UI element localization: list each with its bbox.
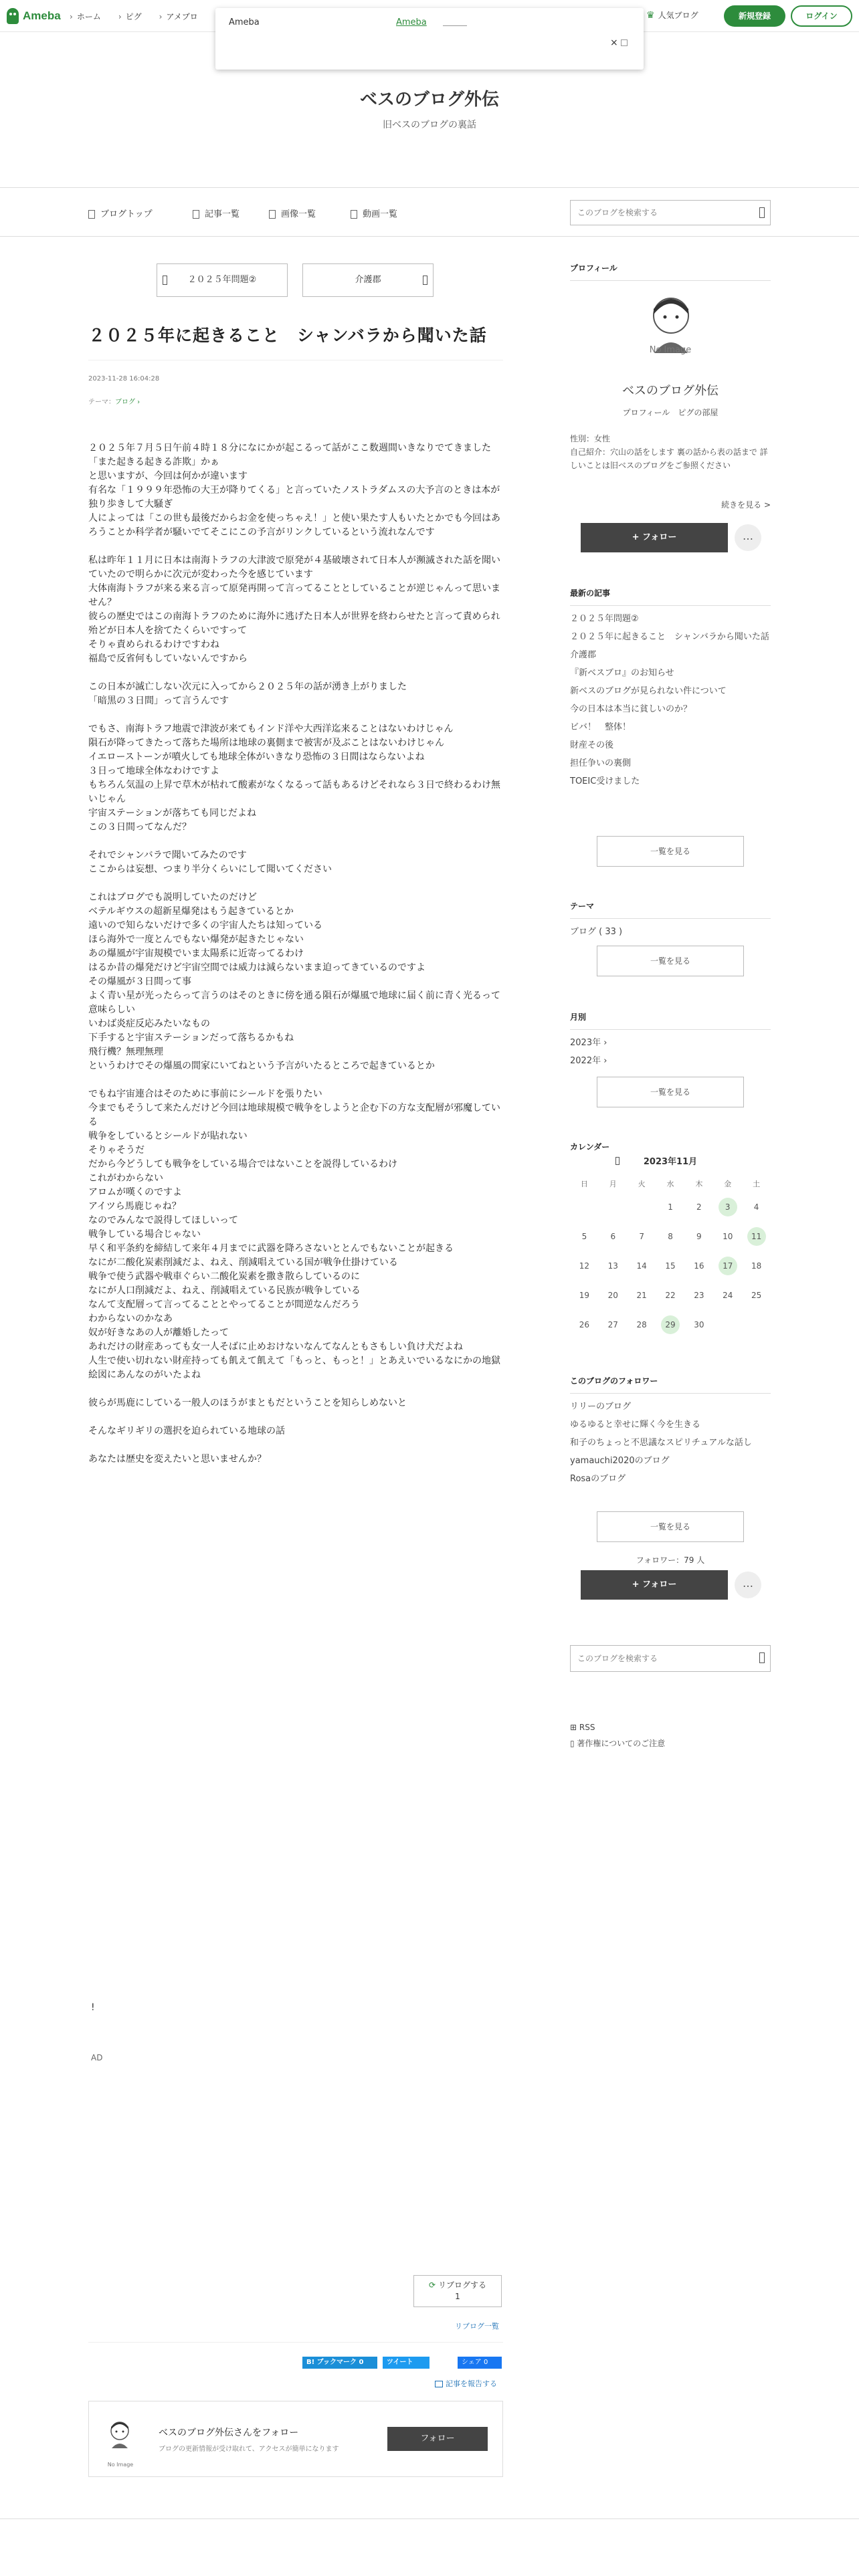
copyright-label: 著作権についてのご注意 <box>577 1739 666 1748</box>
followers-heading: このブログのフォロワー <box>570 1375 771 1394</box>
calendar-week-row <box>570 1315 771 1335</box>
profile-more-icon[interactable]: … <box>735 524 761 551</box>
calendar-day <box>684 1285 713 1305</box>
nav-video-list[interactable] <box>351 207 397 219</box>
recent-item[interactable]: TOEIC受けました <box>570 776 640 786</box>
calendar-day-number: 24 <box>723 1291 733 1300</box>
calendar-title <box>570 1154 771 1167</box>
nav-blog-top-label: ブログトップ <box>100 209 153 219</box>
follower-item[interactable]: 和子のちょっと不思議なスピリチュアルな話し <box>570 1438 752 1448</box>
month-item[interactable] <box>570 1034 771 1052</box>
chevron-left-icon[interactable] <box>615 1157 619 1165</box>
calendar-day-number: 30 <box>694 1320 704 1329</box>
popup-close-button[interactable] <box>610 37 628 48</box>
calendar-week-row <box>570 1285 771 1305</box>
recent-item[interactable]: 今の日本は本当に貧しいのか？ <box>570 704 692 714</box>
rss-label: RSS <box>579 1723 595 1732</box>
calendar-week-row <box>570 1256 771 1276</box>
recent-item[interactable]: 『新ベスブロ』のお知らせ <box>570 668 674 678</box>
profile-name[interactable]: ベスのブログ外伝 <box>622 384 719 398</box>
calendar-month-label: 2023年11月 <box>643 1157 698 1167</box>
calendar-weekdays <box>570 1178 771 1189</box>
calendar-day-number: 1 <box>668 1202 673 1212</box>
calendar-weekday: 月 <box>609 1180 617 1188</box>
calendar-day-number: 8 <box>668 1232 673 1241</box>
calendar-day-number: 2 <box>696 1202 702 1212</box>
blog-search-input[interactable] <box>571 201 738 225</box>
profile-section <box>570 262 771 563</box>
month-item[interactable] <box>570 1052 771 1070</box>
image-icon <box>269 210 276 219</box>
calendar-day <box>684 1197 713 1217</box>
theme-section <box>570 900 771 980</box>
list-icon <box>193 210 199 219</box>
theme-item[interactable]: ブログ ( 33 ) <box>570 927 623 937</box>
calendar-day-number: 12 <box>579 1261 590 1271</box>
calendar-day-number: 11 <box>747 1227 766 1246</box>
popup-link[interactable]: Ameba <box>396 17 427 27</box>
calendar-day <box>713 1285 742 1305</box>
follow-card-title: ベスのブログ外伝さんをフォロー <box>159 2428 299 2438</box>
calendar-day <box>684 1256 713 1276</box>
nav-image-list-label: 画像一覧 <box>281 209 316 219</box>
entry-paragraph: 彼らが馬鹿にしている一般人のほうがまともだということを知らしめないと <box>88 1398 407 1408</box>
entry-paragraph: でもね宇宙連合はそのために事前にシールドを張りたい 今までもそうして来たんだけど今回は地球規模で戦争をしようと企む下の方な支配層が邪魔している 戦争をしているとシールドが貼れない そりゃそうだ だから今どうしても戦争をしている場合ではないことを説得しているわけ これがわからない アロムが嘆くのですよ アイツら馬鹿じゃね？ なのでみんなで説得してほしいって 戦争している場合じゃない 早く和平条約を締結して来年４月までに武器を降ろさないととんでもないことが起きる なにが二酸化炭素削減だよ、ねえ、削減唱えている国が戦争仕掛けている 戦争で使う武器や戦車ぐらい二酸化炭素を撒き散らしているのに なにが人口削減だよ、ねえ、削減唱えている民族が戦争している なんて支配層って言ってることとやってることが間逆なんだろう わからないのかなあ 奴が好きなあの人が離婚したって あれだけの財産あっても女一人そばに止めおけないなんてなんともさもしい負け犬だよね 人生で使い切れない財産持っても飢えて飢えて「もっと、もっと！」とあえいでいるなにかの地獄絵図にあんなのがいたよね <box>88 1089 500 1380</box>
reblog-label: リブログする <box>438 2280 486 2290</box>
entry-paragraph: ２０２５年７月５日午前４時１８分になにかが起こるって話がここ数週間いきなりでてきました 「また起きる起きる詐欺」かぁ と思いますが、今回は何かが違います 有名な「１９９９年恐怖の大王が降りてくる」と言っていたノストラダムスの大予言のときは本が独り歩きして大騒ぎ 人によっては「この世も最後だからお金を使っちゃえ！」と使い果たす人もいたとかでも今回はあろうことか科学者が騒いでてそこにこの予言がリンクしているという流れなんです <box>88 443 500 538</box>
calendar-week-row <box>570 1226 771 1247</box>
entry-paragraph: それでシャンバラで聞いてみたのです ここからは妄想、つまり半分くらいにして聞いてください <box>88 850 332 875</box>
sidebar-search-box <box>570 1645 771 1672</box>
search-icon[interactable] <box>759 207 765 218</box>
calendar-day <box>656 1256 685 1276</box>
entry-theme-label: テーマ： <box>88 399 115 406</box>
nav-entry-list-label: 記事一覧 <box>205 209 240 219</box>
next-entry-label: 介護郡 <box>355 275 381 285</box>
nav-image-list[interactable] <box>269 207 316 219</box>
blog-search-box <box>570 200 771 225</box>
profile-follow-button[interactable]: + フォロー <box>581 523 728 552</box>
calendar-day-number: 4 <box>753 1202 759 1212</box>
copyright-link[interactable] <box>570 1735 771 1751</box>
calendar-weekday: 金 <box>724 1180 732 1188</box>
calendar-day <box>684 1226 713 1247</box>
calendar-day-number: 7 <box>639 1232 644 1241</box>
prev-entry-label: ２０２５年問題② <box>187 275 257 285</box>
followers-list <box>570 1394 771 1488</box>
global-nav <box>70 11 198 22</box>
followers-section <box>570 1375 771 1602</box>
calendar-day <box>656 1226 685 1247</box>
tweet-button[interactable]: ツイート <box>383 2357 430 2369</box>
calendar-day-number: 10 <box>723 1232 733 1241</box>
entry-title[interactable]: ２０２５年に起きること シャンバラから聞いた話 <box>88 326 487 345</box>
follow-card-button[interactable]: フォロー <box>387 2427 488 2451</box>
recent-item[interactable]: ２０２５年に起きること シャンバラから聞いた話 <box>570 632 769 642</box>
flag-icon <box>435 2381 443 2387</box>
profile-avatar-text: No Image <box>649 345 692 355</box>
calendar-day <box>742 1256 771 1276</box>
followers-more-icon[interactable]: … <box>735 1572 761 1598</box>
follower-item[interactable]: Rosaのブログ <box>570 1474 626 1484</box>
nav-blog-top[interactable] <box>88 207 153 219</box>
blog-title[interactable]: ベスのブログ外伝 <box>359 90 499 110</box>
calendar-day[interactable] <box>742 1226 771 1247</box>
month-item-label: 2023年 <box>570 1038 601 1048</box>
calendar-day <box>628 1315 656 1335</box>
facebook-share-button[interactable]: シェア 0 <box>458 2357 502 2369</box>
month-heading: 月別 <box>570 1011 771 1030</box>
calendar-day <box>570 1315 599 1335</box>
entry-body <box>88 441 503 1481</box>
calendar-day <box>713 1226 742 1247</box>
nav-ameblo[interactable]: › アメブロ <box>159 11 198 22</box>
calendar-day <box>628 1285 656 1305</box>
home-icon <box>88 210 95 219</box>
sidebar-footer-links <box>570 1720 771 1760</box>
calendar-day-number: 17 <box>719 1257 737 1275</box>
entry-theme: テーマ：ブログ › <box>88 399 140 406</box>
calendar-day <box>628 1256 656 1276</box>
next-entry-link[interactable] <box>302 263 434 297</box>
calendar-day <box>628 1226 656 1247</box>
reblog-button[interactable] <box>413 2275 502 2307</box>
recent-list <box>570 606 771 790</box>
chevron-right-icon: › <box>603 1038 607 1048</box>
profile-avatar-icon[interactable] <box>640 292 702 377</box>
calendar-day-number: 27 <box>607 1320 618 1329</box>
recent-item[interactable]: 財産その後 <box>570 740 614 750</box>
profile-heading: プロフィール <box>570 262 771 281</box>
calendar-day-number: 13 <box>607 1261 618 1271</box>
ameba-logo-icon <box>7 8 19 24</box>
calendar-section <box>570 1141 771 1341</box>
recent-item[interactable]: 担任争いの裏側 <box>570 758 632 768</box>
calendar-weekday: 水 <box>666 1180 674 1188</box>
follow-card-desc: ブログの更新情報が受け取れて、アクセスが簡単になります <box>159 2446 339 2453</box>
popup-brand: Ameba <box>229 17 260 27</box>
calendar-day <box>742 1315 771 1335</box>
nav-pigg[interactable]: › ピグ <box>118 11 142 22</box>
hatena-bookmark-button[interactable]: B! ブックマーク 0 <box>302 2357 377 2369</box>
calendar-grid <box>570 1197 771 1344</box>
calendar-day-number: 20 <box>607 1291 618 1300</box>
calendar-day <box>742 1285 771 1305</box>
reblog-count: 1 <box>455 2292 460 2301</box>
recent-entries-section <box>570 587 771 868</box>
calendar-day[interactable] <box>713 1197 742 1217</box>
chevron-right-icon <box>423 276 427 285</box>
popup-divider <box>443 25 467 26</box>
recent-item[interactable]: 介護郡 <box>570 650 597 660</box>
calendar-day-number: 29 <box>661 1315 680 1334</box>
calendar-day-number: 3 <box>719 1198 737 1216</box>
external-icon <box>621 39 628 46</box>
follower-item[interactable]: ゆるゆると幸せに輝く今を生きる <box>570 1420 701 1430</box>
profile-gender: 性別：女性 <box>570 434 611 443</box>
prev-entry-link[interactable] <box>157 263 288 297</box>
calendar-day <box>656 1197 685 1217</box>
ameba-logo[interactable] <box>7 7 61 25</box>
popular-blogs-link[interactable] <box>646 9 698 21</box>
calendar-day <box>628 1197 656 1217</box>
blog-subtitle: 旧ベスのブログの裏話 <box>383 120 476 130</box>
recent-heading: 最新の記事 <box>570 587 771 606</box>
entry-paragraph: あなたは歴史を変えたいと思いませんか？ <box>88 1454 266 1465</box>
follow-avatar-icon <box>104 2419 136 2460</box>
report-entry-link[interactable] <box>435 2378 497 2389</box>
calendar-day-number: 21 <box>636 1291 647 1300</box>
calendar-weekday: 火 <box>638 1180 646 1188</box>
follower-item[interactable]: yamauchi2020のブログ <box>570 1456 670 1466</box>
nav-video-list-label: 動画一覧 <box>363 209 398 219</box>
nav-home[interactable]: › ホーム <box>70 11 101 22</box>
profile-more-link[interactable]: 続きを見る > <box>721 500 771 510</box>
calendar-day-number: 16 <box>694 1261 704 1271</box>
followers-all-button[interactable]: 一覧を見る <box>597 1511 744 1542</box>
calendar-day-number: 5 <box>581 1232 587 1241</box>
profile-intro: 自己紹介：穴山の話をします 裏の話から表の話まで 詳しいことは旧ベスのブログをご参照ください <box>570 447 768 470</box>
calendar-day <box>742 1197 771 1217</box>
ameba-logo-text: Ameba <box>23 9 61 22</box>
calendar-weekday: 土 <box>753 1180 761 1188</box>
calendar-day <box>570 1226 599 1247</box>
entry-paragraph: そんなギリギリの選択を迫られている地球の話 <box>88 1426 285 1436</box>
rss-icon: ⊞ <box>570 1723 579 1732</box>
profile-links[interactable]: プロフィール ピグの部屋 <box>622 408 719 417</box>
close-icon: × <box>610 37 618 48</box>
entry-paragraph: これはブログでも説明していたのだけど ベテルギウスの超新星爆発はもう起きているとか 遠いので知らないだけで多くの宇宙人たちは知っている ほら海外で一度とんでもない爆発が起きたじゃない あの爆風が宇宙規模でいま太陽系に近寄ってるわけ はるか昔の爆発だけど宇宙空間では威力は減らないまま迫ってきているのですよ その爆風が３日間って事 よく青い星が光ったらって言うのはそのときに傍を通る隕石が爆風で地球に届く前に青く光るって意味らしい いわば炎症反応みたいなもの 下手すると宇宙ステーションだって落ちるかもね 飛行機？無理無理 というわけでその爆風の間家にいてねという予言がいたるところで起きているとか <box>88 892 500 1071</box>
video-icon <box>351 210 357 219</box>
calendar-day <box>599 1256 628 1276</box>
report-entry-label: 記事を報告する <box>446 2379 497 2388</box>
calendar-day-number: 9 <box>696 1232 702 1241</box>
calendar-weekday: 日 <box>580 1180 588 1188</box>
document-icon: ▯ <box>570 1739 577 1748</box>
follower-item[interactable]: リリーのブログ <box>570 1402 632 1412</box>
entry-theme-link[interactable]: ブログ <box>115 399 135 406</box>
month-all-button[interactable]: 一覧を見る <box>597 1077 744 1107</box>
follower-count: フォロワー：79 人 <box>636 1555 705 1565</box>
theme-all-button[interactable]: 一覧を見る <box>597 946 744 976</box>
blog-nav <box>0 187 859 237</box>
entry-date: 2023-11-28 16:04:28 <box>88 375 160 383</box>
login-button[interactable]: ログイン <box>791 5 852 27</box>
calendar-day-number: 14 <box>636 1261 647 1271</box>
reblog-list-link[interactable]: リブログ一覧 <box>455 2322 499 2331</box>
calendar-day <box>656 1285 685 1305</box>
month-item-label: 2022年 <box>570 1056 601 1066</box>
calendar-day-number: 22 <box>665 1291 676 1300</box>
popular-blogs-label: 人気ブログ <box>658 11 698 20</box>
entry-paragraph: 私は昨年１１月に日本は南海トラフの大津波で原発が４基破壊されて日本人が瀕滅された話を聞いていたので明らかに次元が変わった今を感じています 大体南海トラフが来る来る言って原発再開って言ってることとしていることが逆じゃんって思いません？ 彼らの歴史ではこの南海トラフのために海外に逃げた日本人が世界を終わらせたと言って責められ殆どが日本人を捨てたくらいですって そりゃ責められるわけですわね 福島で反省何もしていないんですから <box>88 555 500 664</box>
rss-link[interactable] <box>570 1720 771 1735</box>
notification-popup <box>215 8 644 70</box>
followers-follow-button[interactable]: + フォロー <box>581 1570 728 1600</box>
calendar-day <box>599 1285 628 1305</box>
calendar-day-number: 23 <box>694 1291 704 1300</box>
nav-entry-list[interactable] <box>193 207 240 219</box>
calendar-day <box>599 1315 628 1335</box>
calendar-heading: カレンダー <box>570 1142 610 1152</box>
reblog-icon: ⟳ <box>429 2280 436 2290</box>
calendar-day <box>570 1256 599 1276</box>
recent-all-button[interactable]: 一覧を見る <box>597 836 744 867</box>
calendar-day-number: 28 <box>636 1320 647 1329</box>
entry-paragraph: でもさ、南海トラフ地震で津波が来てもインド洋や大西洋迄来ることはないわけじゃん 隕石が降ってきたって落ちた場所は地球の裏側まで被害が及ぶことはないわけじゃん イエローストーンが噴火しても地球全体がいきなり恐怖の３日間はならないよね ３日って地球全体なわけですよ もちろん気温の上昇で草木が枯れて酸素がなくなるって話もあるけどそれなら３日で終わるわけ無いじゃん 宇宙ステーションが落ちても同じだよね この３日間ってなんだ？ <box>88 724 500 833</box>
calendar-weekday: 木 <box>695 1180 703 1188</box>
calendar-day <box>570 1197 599 1217</box>
calendar-day <box>684 1315 713 1335</box>
theme-list <box>570 919 771 941</box>
sidebar-search-frame <box>570 1645 771 1672</box>
footer-divider <box>0 2518 859 2519</box>
crown-icon: ♛ <box>646 9 655 21</box>
month-list <box>570 1030 771 1070</box>
calendar-day-number: 18 <box>751 1261 762 1271</box>
sidebar-search-input[interactable] <box>571 1646 738 1671</box>
calendar-day-number: 19 <box>579 1291 590 1300</box>
calendar-day[interactable] <box>656 1315 685 1335</box>
recent-item[interactable]: ２０２５年問題② <box>570 614 639 624</box>
month-section <box>570 1011 771 1111</box>
calendar-week-row <box>570 1197 771 1217</box>
calendar-day <box>599 1197 628 1217</box>
follow-avatar-text: No Image <box>107 2462 134 2468</box>
calendar-day-number: 6 <box>610 1232 616 1241</box>
calendar-day-number: 26 <box>579 1320 590 1329</box>
chevron-right-icon: › <box>603 1056 607 1066</box>
calendar-day-number: 15 <box>665 1261 676 1271</box>
calendar-day <box>599 1226 628 1247</box>
calendar-day <box>713 1315 742 1335</box>
theme-heading: テーマ <box>570 900 771 919</box>
entry-paragraph: この日本が滅亡しない次元に入ってから２０２５年の話が湧き上がりました 「暗黒の３日間」って言うんです <box>88 681 407 706</box>
search-icon[interactable] <box>759 1652 765 1663</box>
calendar-day[interactable] <box>713 1256 742 1276</box>
chevron-left-icon <box>163 276 167 285</box>
signup-button[interactable]: 新規登録 <box>724 5 785 27</box>
recent-item[interactable]: ビバ！ 整体！ <box>570 722 632 732</box>
exclamation-mark: ! <box>91 2002 95 2013</box>
recent-item[interactable]: 新ベスのブログが見られない件について <box>570 686 727 696</box>
follow-card <box>88 2401 503 2477</box>
share-divider <box>88 2342 503 2343</box>
ad-label: AD <box>91 2053 103 2062</box>
calendar-day <box>570 1285 599 1305</box>
calendar-day-number: 25 <box>751 1291 762 1300</box>
